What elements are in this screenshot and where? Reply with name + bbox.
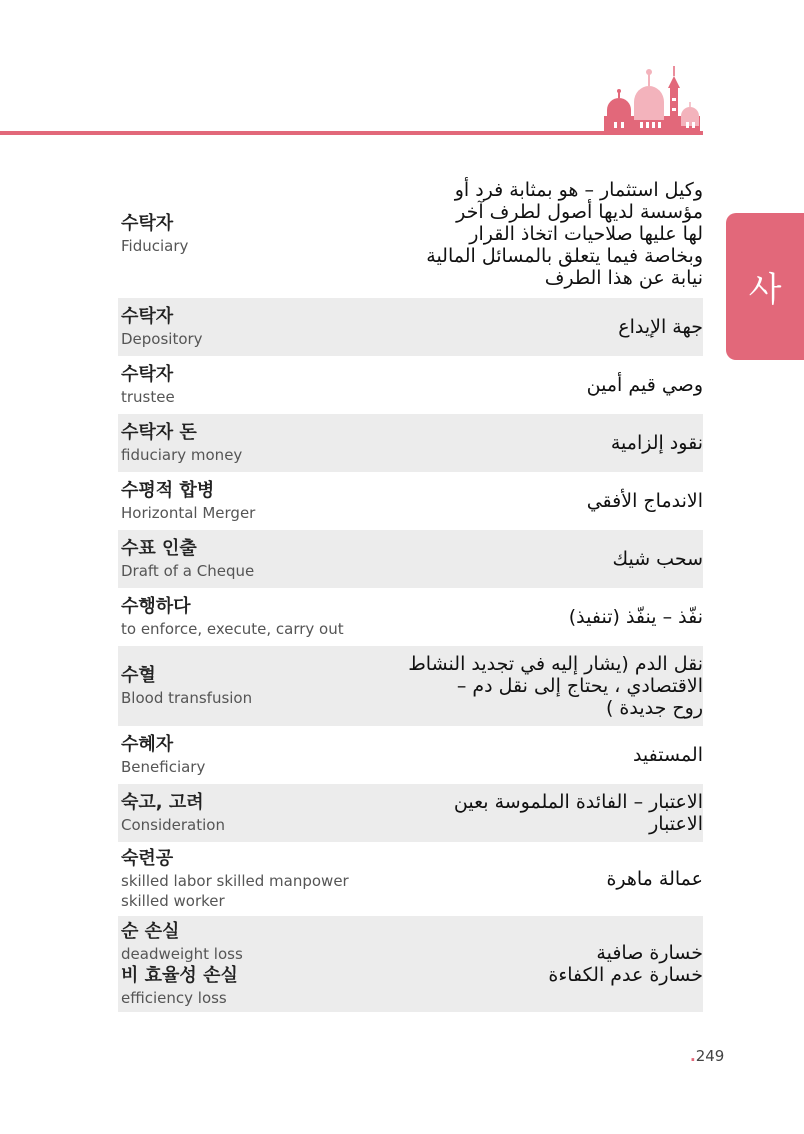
- arabic-term: خسارة صافية خسارة عدم الكفاءة: [548, 942, 703, 986]
- english-term: Draft of a Cheque: [121, 562, 255, 580]
- english-term-secondary: skilled worker: [121, 892, 225, 910]
- english-term: fiduciary money: [121, 446, 243, 464]
- english-term-secondary: efficiency loss: [121, 989, 227, 1007]
- english-term: Horizontal Merger: [121, 504, 256, 522]
- korean-term: 수탁자: [121, 213, 174, 234]
- korean-term: 숙고, 고려: [121, 792, 204, 813]
- section-tab: [726, 213, 804, 360]
- glossary-entry: [118, 916, 703, 1012]
- korean-term: 수혈: [121, 665, 156, 686]
- arabic-term: عمالة ماهرة: [606, 868, 703, 890]
- korean-term: 수탁자: [121, 306, 174, 327]
- korean-term: 수평적 합병: [121, 480, 215, 501]
- page-number-value: 249: [695, 1047, 725, 1065]
- glossary-entry: [118, 298, 703, 356]
- korean-term: 순 손실: [121, 921, 180, 942]
- english-term: skilled labor skilled manpower: [121, 872, 349, 890]
- section-tab-label: 사: [748, 270, 782, 310]
- glossary-entry: [118, 530, 703, 588]
- arabic-term: المستفيد: [632, 744, 703, 766]
- arabic-term: نقود إلزامية: [610, 432, 703, 454]
- english-term: deadweight loss: [121, 945, 243, 963]
- glossary-entry: [118, 414, 703, 472]
- glossary-entry: [118, 646, 703, 726]
- arabic-term: وكيل استثمار – هو بمثابة فرد أو مؤسسة لديها أصول لطرف آخر لها عليها صلاحيات اتخاذ القرار وبخاصة فيما يتعلق بالمسائل المالية نيابة عن هذا الطرف: [426, 179, 703, 289]
- korean-term-secondary: 비 효율성 손실: [121, 965, 238, 986]
- english-term: Blood transfusion: [121, 689, 253, 707]
- korean-term: 수혜자: [121, 734, 174, 755]
- korean-term: 수탁자 돈: [121, 422, 197, 443]
- english-term: trustee: [121, 388, 175, 406]
- page-number: [690, 1047, 724, 1065]
- page-number-dot-icon: .: [690, 1047, 696, 1065]
- korean-term: 숙련공: [121, 848, 174, 869]
- english-term: Depository: [121, 330, 203, 348]
- arabic-term: نقل الدم (يشار إليه في تجديد النشاط الاقتصادي ، يحتاج إلى نقل دم – روح جديدة ): [408, 653, 703, 719]
- arabic-term: جهة الإيداع: [618, 316, 703, 338]
- english-term: Beneficiary: [121, 758, 206, 776]
- english-term: to enforce, execute, carry out: [121, 620, 344, 638]
- glossary-entry: [118, 726, 703, 784]
- glossary-entry: [118, 588, 703, 646]
- arabic-term: الاعتبار – الفائدة الملموسة بعين الاعتبار: [453, 791, 703, 835]
- arabic-term: نفّذ – ينفّذ (تنفيذ): [568, 606, 703, 628]
- mosque-illustration-icon: [600, 58, 704, 134]
- arabic-term: وصي قيم أمين: [586, 374, 703, 396]
- glossary-entry: [118, 356, 703, 414]
- glossary-list: [118, 170, 703, 1012]
- korean-term: 수표 인출: [121, 538, 197, 559]
- glossary-entry: [118, 842, 703, 916]
- korean-term: 수탁자: [121, 364, 174, 385]
- english-term: Fiduciary: [121, 237, 189, 255]
- arabic-term: سحب شيك: [612, 548, 703, 570]
- glossary-entry: [118, 170, 703, 298]
- english-term: Consideration: [121, 816, 225, 834]
- korean-term: 수행하다: [121, 596, 191, 617]
- arabic-term: الاندماج الأفقي: [586, 490, 703, 512]
- glossary-entry: [118, 784, 703, 842]
- glossary-entry: [118, 472, 703, 530]
- header-rule: [0, 131, 703, 135]
